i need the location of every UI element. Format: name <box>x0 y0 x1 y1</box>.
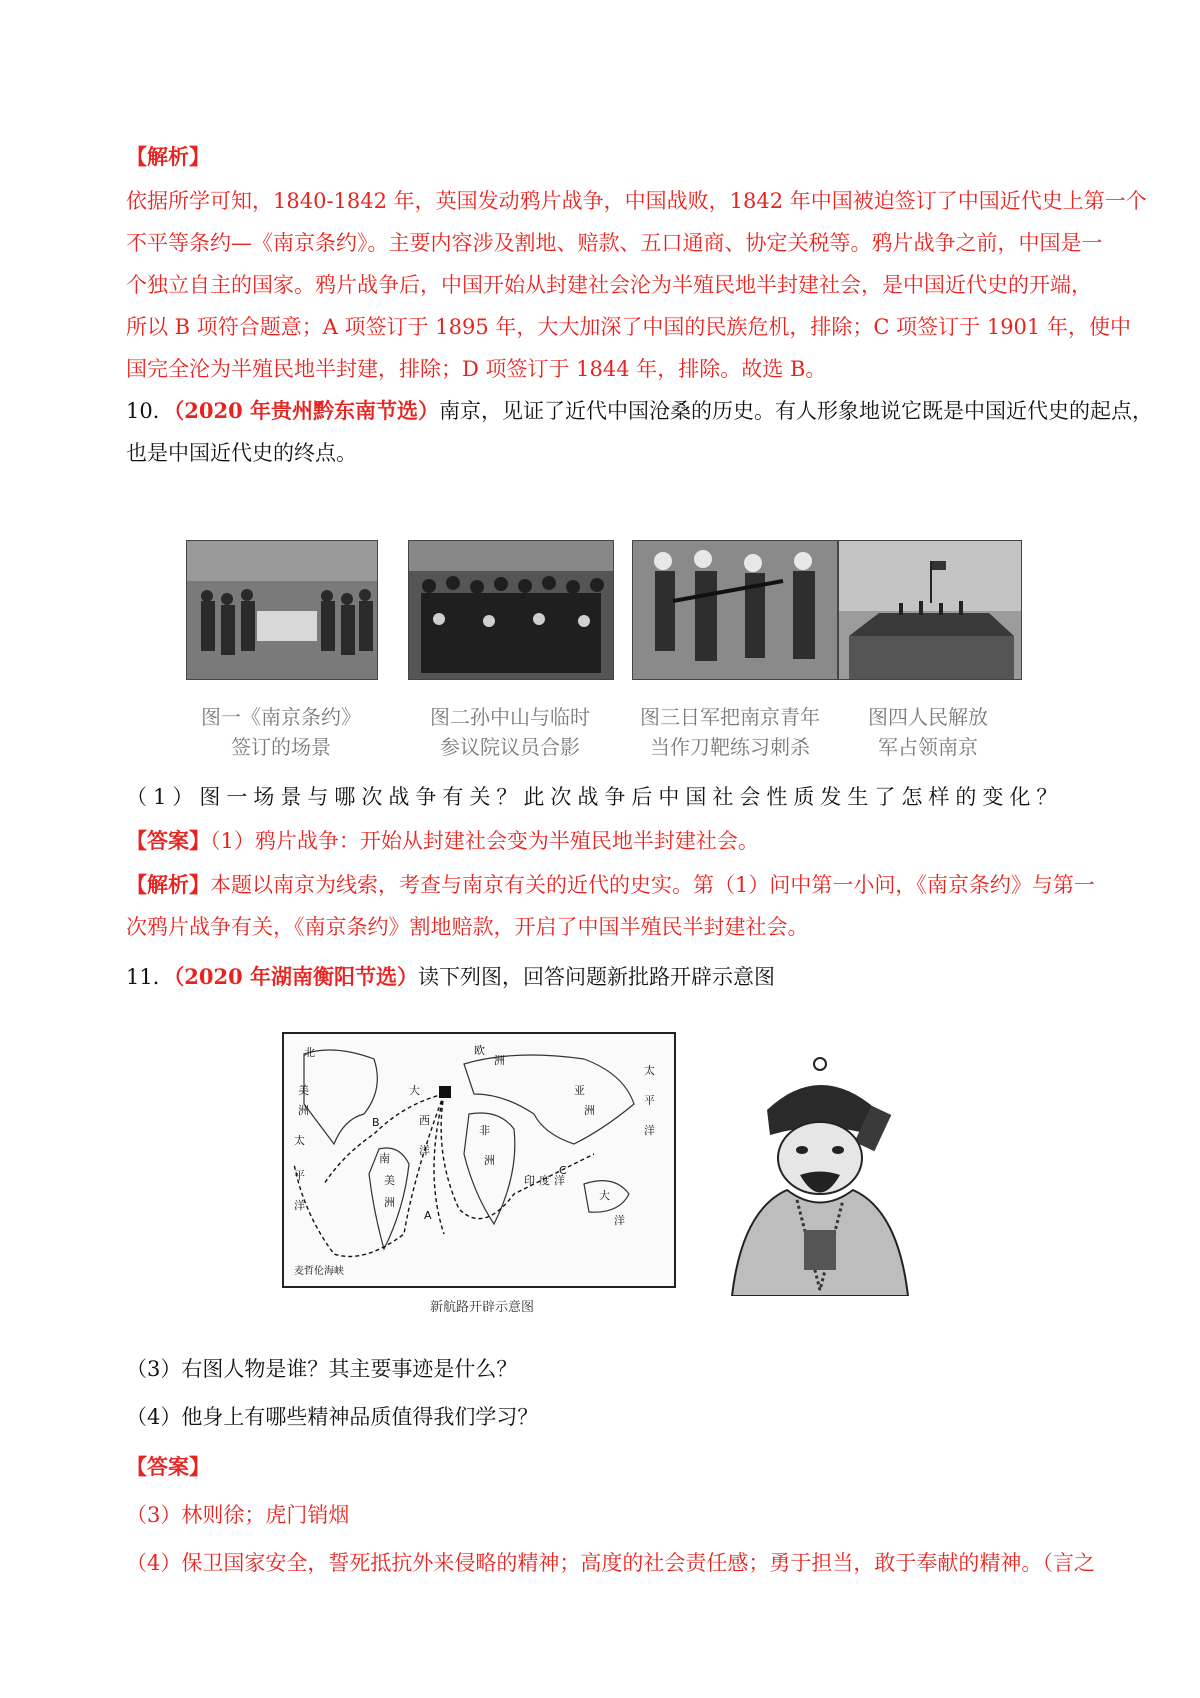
question-stem: 南京，见证了近代中国沧桑的历史。有人形象地说它既是中国近代史的起点， <box>439 399 1153 423</box>
caption-line: 图二孙中山与临时 <box>430 705 590 729</box>
portrait-lin-zexu <box>712 1040 928 1296</box>
question-10-stem <box>126 396 1153 426</box>
map-label-magellan-strait: 麦哲伦海峡 <box>294 1266 344 1277</box>
map-label-pacific-3: 洋 <box>294 1199 305 1212</box>
analysis-10-continued: 次鸦片战争有关，《南京条约》割地赔款，开启了中国半殖民半封建社会。 <box>126 915 809 939</box>
caption-line: 军占领南京 <box>878 735 978 759</box>
caption-line: 图四人民解放 <box>868 705 988 729</box>
map-label-atlantic-2: 西 <box>419 1114 430 1127</box>
map-label-australia-2: 洋 <box>614 1214 625 1227</box>
answer-label: 【答案】 <box>126 828 210 853</box>
map-label-atlantic-3: 洋 <box>419 1144 430 1157</box>
map-label-south-america-1: 南 <box>379 1152 390 1165</box>
question-number: 11． <box>126 965 174 989</box>
map-label-asia-1: 亚 <box>574 1084 585 1097</box>
map-label-indian-1: 印 <box>524 1174 535 1187</box>
analysis-text: 本题以南京为线索，考查与南京有关的近代的史实。第（1）问中第一小问，《南京条约》与第一 <box>210 873 1095 897</box>
map-label-north-america-3: 洲 <box>298 1104 309 1117</box>
map-label-atlantic-1: 大 <box>409 1084 420 1097</box>
photo-nanjing-massacre <box>632 540 838 680</box>
map-label-east-pacific-2: 平 <box>644 1094 655 1107</box>
map-label-indian-3: 洋 <box>554 1174 565 1187</box>
map-label-pacific-1: 太 <box>294 1134 305 1147</box>
analysis-label: 【解析】 <box>126 872 210 897</box>
map-label-africa-2: 洲 <box>484 1154 495 1167</box>
map-label-east-pacific-1: 太 <box>644 1064 655 1077</box>
map-label-europe-1: 欧 <box>474 1044 485 1057</box>
caption-line: 图三日军把南京青年 <box>640 705 820 729</box>
question-source: （2020 年贵州黔东南节选） <box>173 398 439 423</box>
question-11-stem <box>126 962 1106 992</box>
map-label-east-pacific-3: 洋 <box>644 1124 655 1137</box>
question-11-part-3: （3）右图人物是谁？其主要事迹是什么？ <box>126 1357 518 1381</box>
map-label-asia-2: 洲 <box>584 1104 595 1117</box>
answer-label: 【答案】 <box>126 1454 210 1479</box>
map-route-a: A <box>424 1209 432 1222</box>
map-label-north-america-1: 北 <box>304 1046 315 1059</box>
map-label-australia-1: 大 <box>599 1189 610 1202</box>
analysis-label: 【解析】 <box>126 144 210 169</box>
answer-text: （1）鸦片战争：开始从封建社会变为半殖民地半封建社会。 <box>210 829 759 853</box>
caption-line: 当作刀靶练习刺杀 <box>650 735 810 759</box>
map-label-africa-1: 非 <box>479 1124 490 1137</box>
photo-treaty-signing <box>186 540 378 680</box>
photo-caption <box>181 702 381 762</box>
analysis-line: 依据所学可知，1840-1842 年，英国发动鸦片战争，中国战败，1842 年中国被迫签订了中国近代史上第一个 <box>126 189 1147 213</box>
question-10-stem-continued: 也是中国近代史的终点。 <box>126 441 357 465</box>
question-stem: 读下列图，回答问题新批路开辟示意图 <box>418 965 775 989</box>
new-sea-routes-map <box>282 1032 676 1288</box>
map-caption: 新航路开辟示意图 <box>430 1300 535 1315</box>
caption-line: 参议院议员合影 <box>440 735 580 759</box>
map-label-north-america-2: 美 <box>298 1084 309 1097</box>
question-source: （2020 年湖南衡阳节选） <box>173 964 418 989</box>
map-label-pacific-2: 平 <box>294 1169 305 1182</box>
answer-11-part-4: （4）保卫国家安全，誓死抵抗外来侵略的精神；高度的社会责任感；勇于担当，敢于奉献的精神。（言之 <box>126 1551 1095 1575</box>
photo-caption <box>410 702 610 762</box>
map-route-c: C <box>559 1164 567 1177</box>
caption-line: 签订的场景 <box>231 735 331 759</box>
answer-10 <box>126 826 1106 856</box>
photo-sun-yatsen-group <box>408 540 614 680</box>
analysis-line: 国完全沦为半殖民地半封建，排除；D 项签订于 1844 年，排除。故选 B。 <box>126 357 827 381</box>
question-11-part-4: （4）他身上有哪些精神品质值得我们学习？ <box>126 1405 539 1429</box>
photo-caption <box>630 702 830 762</box>
analysis-line: 所以 B 项符合题意；A 项签订于 1895 年，大大加深了中国的民族危机，排除；C 项签订于 1901 年，使中 <box>126 315 1131 339</box>
analysis-line: 个独立自主的国家。鸦片战争后，中国开始从封建社会沦为半殖民地半封建社会，是中国近代史的开端， <box>126 273 1092 297</box>
question-number: 10． <box>126 399 174 423</box>
question-10-part-1: （1）图一场景与哪次战争有关？此次战争后中国社会性质发生了怎样的变化？ <box>126 785 1064 809</box>
photo-caption <box>828 702 1028 762</box>
map-route-b: B <box>372 1116 380 1129</box>
caption-line: 图一《南京条约》 <box>201 705 361 729</box>
map-label-indian-2: 度 <box>539 1174 550 1187</box>
photo-pla-occupies-nanjing <box>838 540 1022 680</box>
map-label-europe-2: 洲 <box>494 1054 505 1067</box>
map-label-south-america-3: 洲 <box>384 1196 395 1209</box>
analysis-10 <box>126 870 1106 900</box>
answer-11-part-3: （3）林则徐；虎门销烟 <box>126 1503 350 1527</box>
analysis-line: 不平等条约—《南京条约》。主要内容涉及割地、赔款、五口通商、协定关税等。鸦片战争之前，中国是一 <box>126 231 1103 255</box>
map-label-south-america-2: 美 <box>384 1174 395 1187</box>
